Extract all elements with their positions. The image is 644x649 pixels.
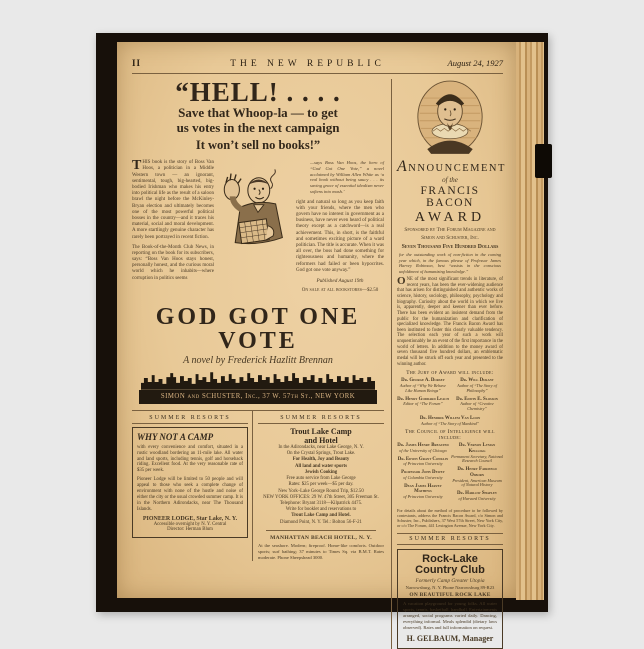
camp-ad-director: Director: Herman Blum	[167, 527, 213, 533]
trout-line: On the Crystal Springs, Trout Lake.	[286, 451, 356, 457]
sponsor-line-1: Sponsored by The Forum Magazine and	[404, 227, 496, 233]
council-member: Dean James Harvey Mathews of Princeton University	[403, 483, 443, 500]
camp-ad-title: WHY NOT A CAMP	[137, 431, 214, 442]
jury-member: Dr. Hendrik Willem Van Loon Author of “The Story of Mankind”	[419, 415, 481, 426]
book-byline: A novel by Frederick Hazlitt Brennan	[183, 354, 333, 366]
page-header	[132, 58, 503, 69]
award-name-line-1: FRANCIS BACON	[420, 185, 480, 209]
council-list	[397, 443, 503, 504]
council-member: Dr. James Henry Breasted of the University of Chicago	[397, 443, 449, 453]
council-member: Dr. Henry Fairfield Osborn President, American Museum of Natural History	[452, 467, 502, 488]
jury-member: Dr. George A. Dorsey Author of “Why We Behave Like Human Beings”	[399, 378, 447, 393]
camp-ad-address: PIONEER LODGE, Star Lake, N. Y.	[142, 516, 238, 523]
ad-text-column-1	[132, 160, 214, 298]
camp-ad-access: Accessible overnight by N. Y. Central	[153, 522, 227, 528]
trout-line: Write for booklet and reservations to	[285, 507, 357, 513]
jury-member: Dr. Henry Goddard Leach Editor of “The Forum”	[397, 396, 449, 407]
ad-paragraph-3: right and natural so long as you keep faith with your friends, where the men who govern have no interest in government as a business, have never even heard of political theory except as a catchword—is a real achievement. This, in short, is the faithful and sometimes exciting picture of a ward politician. The title is accurate. When it was all over, the boss had done something for righteousness and humanity, where the reformers had failed or been hypocrites. God got one vote anyway.”	[296, 199, 384, 273]
council-member: Dr. Edwin Grant Conklin of Princeton University	[397, 456, 449, 467]
ad-paragraph-2: The Book-of-the-Month Club News, in reporting on the book for its subscribers, says: “Boss Van Hoos stays honest, personally honest, and the curious moral world which he inhabits—where corruption in politics seems	[132, 244, 214, 281]
rock-lake-address: Narrowsburg, N. Y. Phone Narrowsburg 89-R23	[405, 584, 495, 590]
jury-member: Dr. Will Durant Author of “The Story of Philosophy”	[457, 378, 497, 393]
price-line: On sale at all bookstores—$2.50	[301, 288, 379, 294]
folio-number: II	[132, 58, 142, 68]
summer-resorts-header-right: SUMMER RESORTS	[397, 534, 503, 545]
ad-headline: “HELL! . . . .	[175, 77, 341, 107]
rock-lake-ad	[397, 549, 503, 649]
ad-body-row	[132, 160, 384, 298]
trout-line: All land and water sports	[295, 463, 347, 469]
council-member: Dr. Harlow Shapley of Harvard University	[457, 491, 498, 501]
award-announcement	[397, 79, 506, 649]
header-rule	[132, 73, 503, 74]
classified-column-left	[132, 411, 252, 561]
trout-line: Telephone: Bryant 3118—Kilpatrick 4475.	[279, 501, 363, 507]
council-heading: The Council of Intelligence will include:	[405, 429, 495, 442]
summer-resorts-header-left: SUMMER RESORTS	[132, 413, 248, 424]
contest-details: For details about the method of procedure to be followed by contestants, address the Francis Bacon Award, c/o Simon and Schuster, Inc., Publishers, 37 West 57th Street, New York City, or c/o The Forum, 441 Lexington Avenue, New York City.	[397, 507, 503, 529]
award-name-line-2: AWARD	[414, 210, 486, 225]
trout-lake-title-1: Trout Lake Camp	[290, 426, 352, 436]
award-purpose: for the outstanding work of non-fiction in the coming year which, in the famous phrase of Professor James Harvey Robinson, best “assists in the conscious unfoldment of humanizing knowledge.”	[399, 252, 501, 274]
sponsor-line-2: Simon and Schuster, Inc.	[421, 235, 479, 242]
francis-bacon-portrait	[415, 79, 485, 155]
rock-lake-manager: H. GELBAUM, Manager	[406, 633, 494, 643]
trout-line: Diamond Point, N. Y. Tel.: Bolton 56-F-21	[280, 519, 362, 525]
classified-column-middle	[253, 411, 384, 561]
rock-lake-subtitle: Formerly Camp Greater Utopia	[415, 577, 485, 584]
ad-subhead-1: Save that Whoop-la — to get	[178, 105, 338, 120]
rock-lake-body: A vacation playground for young folks. All water sports, tennis, basketball, handball. Entertainments arranged, social programs varied daily. Dancing, everything informal. Meals splendid (dietary laws observed). Rates and full information on request.	[403, 600, 497, 630]
publisher-banner: SIMON and SCHUSTER, Inc., 37 W. 57th St., NEW YORK	[139, 390, 377, 404]
rock-lake-tagline: ON BEAUTIFUL ROCK LAKE	[409, 591, 491, 598]
ad-subhead-3: It won’t sell no books!”	[195, 137, 321, 152]
ad-paragraph-1: THIS book is the story of Boss Van Hoos, a politician in a Middle Western town — an ignorant, sentimental, tough, big-hearted, big-bodied Irishman who makes his entry into political life as the result of a saloon brawl the night before the McKinley-Bryan election and ultimately becomes one of the most powerful political bosses in the country—and it traces his material, social and moral development. A more startlingly genuine character has rarely been portrayed in recent fiction.	[132, 158, 214, 240]
ad-subhead-2: us votes in the next campaign	[176, 119, 340, 135]
jury-member: Dr. Edwin E. Slosson Author of “Creative Chemistry”	[456, 396, 498, 412]
trout-line: In the Adirondacks, near Lake George, N. Y.	[278, 444, 364, 450]
issue-date: August 24, 1927	[447, 58, 503, 68]
council-member: Dr. Vernon Lyman Kellogg Permanent Secretary, National Research Council	[451, 443, 503, 464]
rock-lake-title: Rock-Lake Country Club	[415, 552, 485, 576]
of-the-label: of the	[442, 176, 458, 184]
cartoon-caption: —says Boss Van Hoos, the hero of “God Got One Vote,” a novel acclaimed by William Allen White as ‘a real book without being saucy . . . its saving grace of essential idealism never softens into mush.’	[310, 160, 384, 194]
column-divider	[391, 79, 392, 649]
announcement-heading: ANNOUNCEMENT	[397, 158, 506, 175]
trout-line: Trout Lake Camp and Hotel.	[291, 513, 351, 519]
mid-column-rule	[266, 530, 376, 531]
boss-van-hoos-cartoon	[215, 160, 295, 268]
council-member: Professor John Dewey of Columbia University	[401, 470, 445, 480]
drop-cap: T	[132, 158, 142, 174]
book-ad	[132, 79, 384, 649]
trout-line: For Health, Joy and Beauty	[292, 457, 350, 463]
classifieds-row	[132, 410, 384, 561]
pioneer-lodge-ad	[132, 427, 248, 539]
announcement-body: ONE of the most significant trends in literature, of recent years, has been the ever-widening audience that has arisen for distinguished and authentic works of science, history, sociology, philosophy, psychology and biography. Curiosity about the world in which we live is, apparently, deeper and keener than ever before. There has been evident an insistent demand from the public for the humanization and clarification of specialized knowledge. The Francis Bacon Award has been instituted to foster this clearly valuable tendency. The selection each year of such a work will unquestionably be an event of the first importance in the world of letters. In addition to the money award of seven thousand five hundred dollars, an emblematic medal will be struck off each year and presented to the winning author.	[397, 275, 503, 367]
camp-ad-paragraph-2: Pioneer Lodge will be limited to 50 people and will appeal to those who seek a complete change of environment with none of the hustle and noise of either the city or the usual crowded summer camp. It is in the Northern Adirondacks, near The Thousand Islands.	[137, 477, 243, 513]
award-amount: Seven Thousand Five Hundred Dollars	[401, 244, 499, 251]
jury-list	[397, 378, 503, 415]
camp-ad-paragraph-1: with every convenience and comfort, situated in a rustic woodland bordering an 11-mile lake. All water and land sports, including tennis, golf and horseback riding. Excellent food. At the very reasonable rate of $35 per week.	[137, 444, 243, 474]
trout-line: Free auto service from Lake George	[286, 476, 356, 482]
publish-date: Published August 19th	[316, 277, 364, 284]
trout-line: Jewish Cooking	[304, 469, 338, 475]
trout-line: NEW YORK OFFICES: 29 W. 47th Street, 305 Freeman St.	[263, 494, 379, 500]
cartoon-wrap	[214, 160, 296, 298]
magazine-page	[117, 42, 516, 643]
book-title: GOD GOT ONE VOTE	[155, 303, 361, 354]
summer-resorts-header-middle: SUMMER RESORTS	[258, 413, 384, 424]
jury-heading: The Jury of Award will include:	[406, 370, 494, 377]
city-skyline-silhouette	[141, 370, 375, 390]
manhattan-beach-body: At the seashore. Modern; fireproof. Home-like comforts. Outdoor sports; surf bathing; 37 minutes to Times Sq. via B.M.T. Rates moderate. Phone Sheepshead 3000.	[258, 542, 384, 560]
manhattan-beach-title: MANHATTAN BEACH HOTEL, N. Y.	[270, 534, 372, 541]
ad-text-column-2	[296, 160, 384, 298]
trout-line: New York–Lake George Round Trip, $12.50	[278, 488, 364, 494]
page-stack-edge	[516, 42, 544, 600]
binding-notch	[535, 144, 552, 178]
trout-lake-title-2: and Hotel	[304, 435, 338, 445]
masthead-title: THE NEW REPUBLIC	[230, 59, 385, 69]
trout-line: Rates: $25 per week—$5 per day.	[288, 482, 354, 488]
page-body	[132, 77, 506, 649]
